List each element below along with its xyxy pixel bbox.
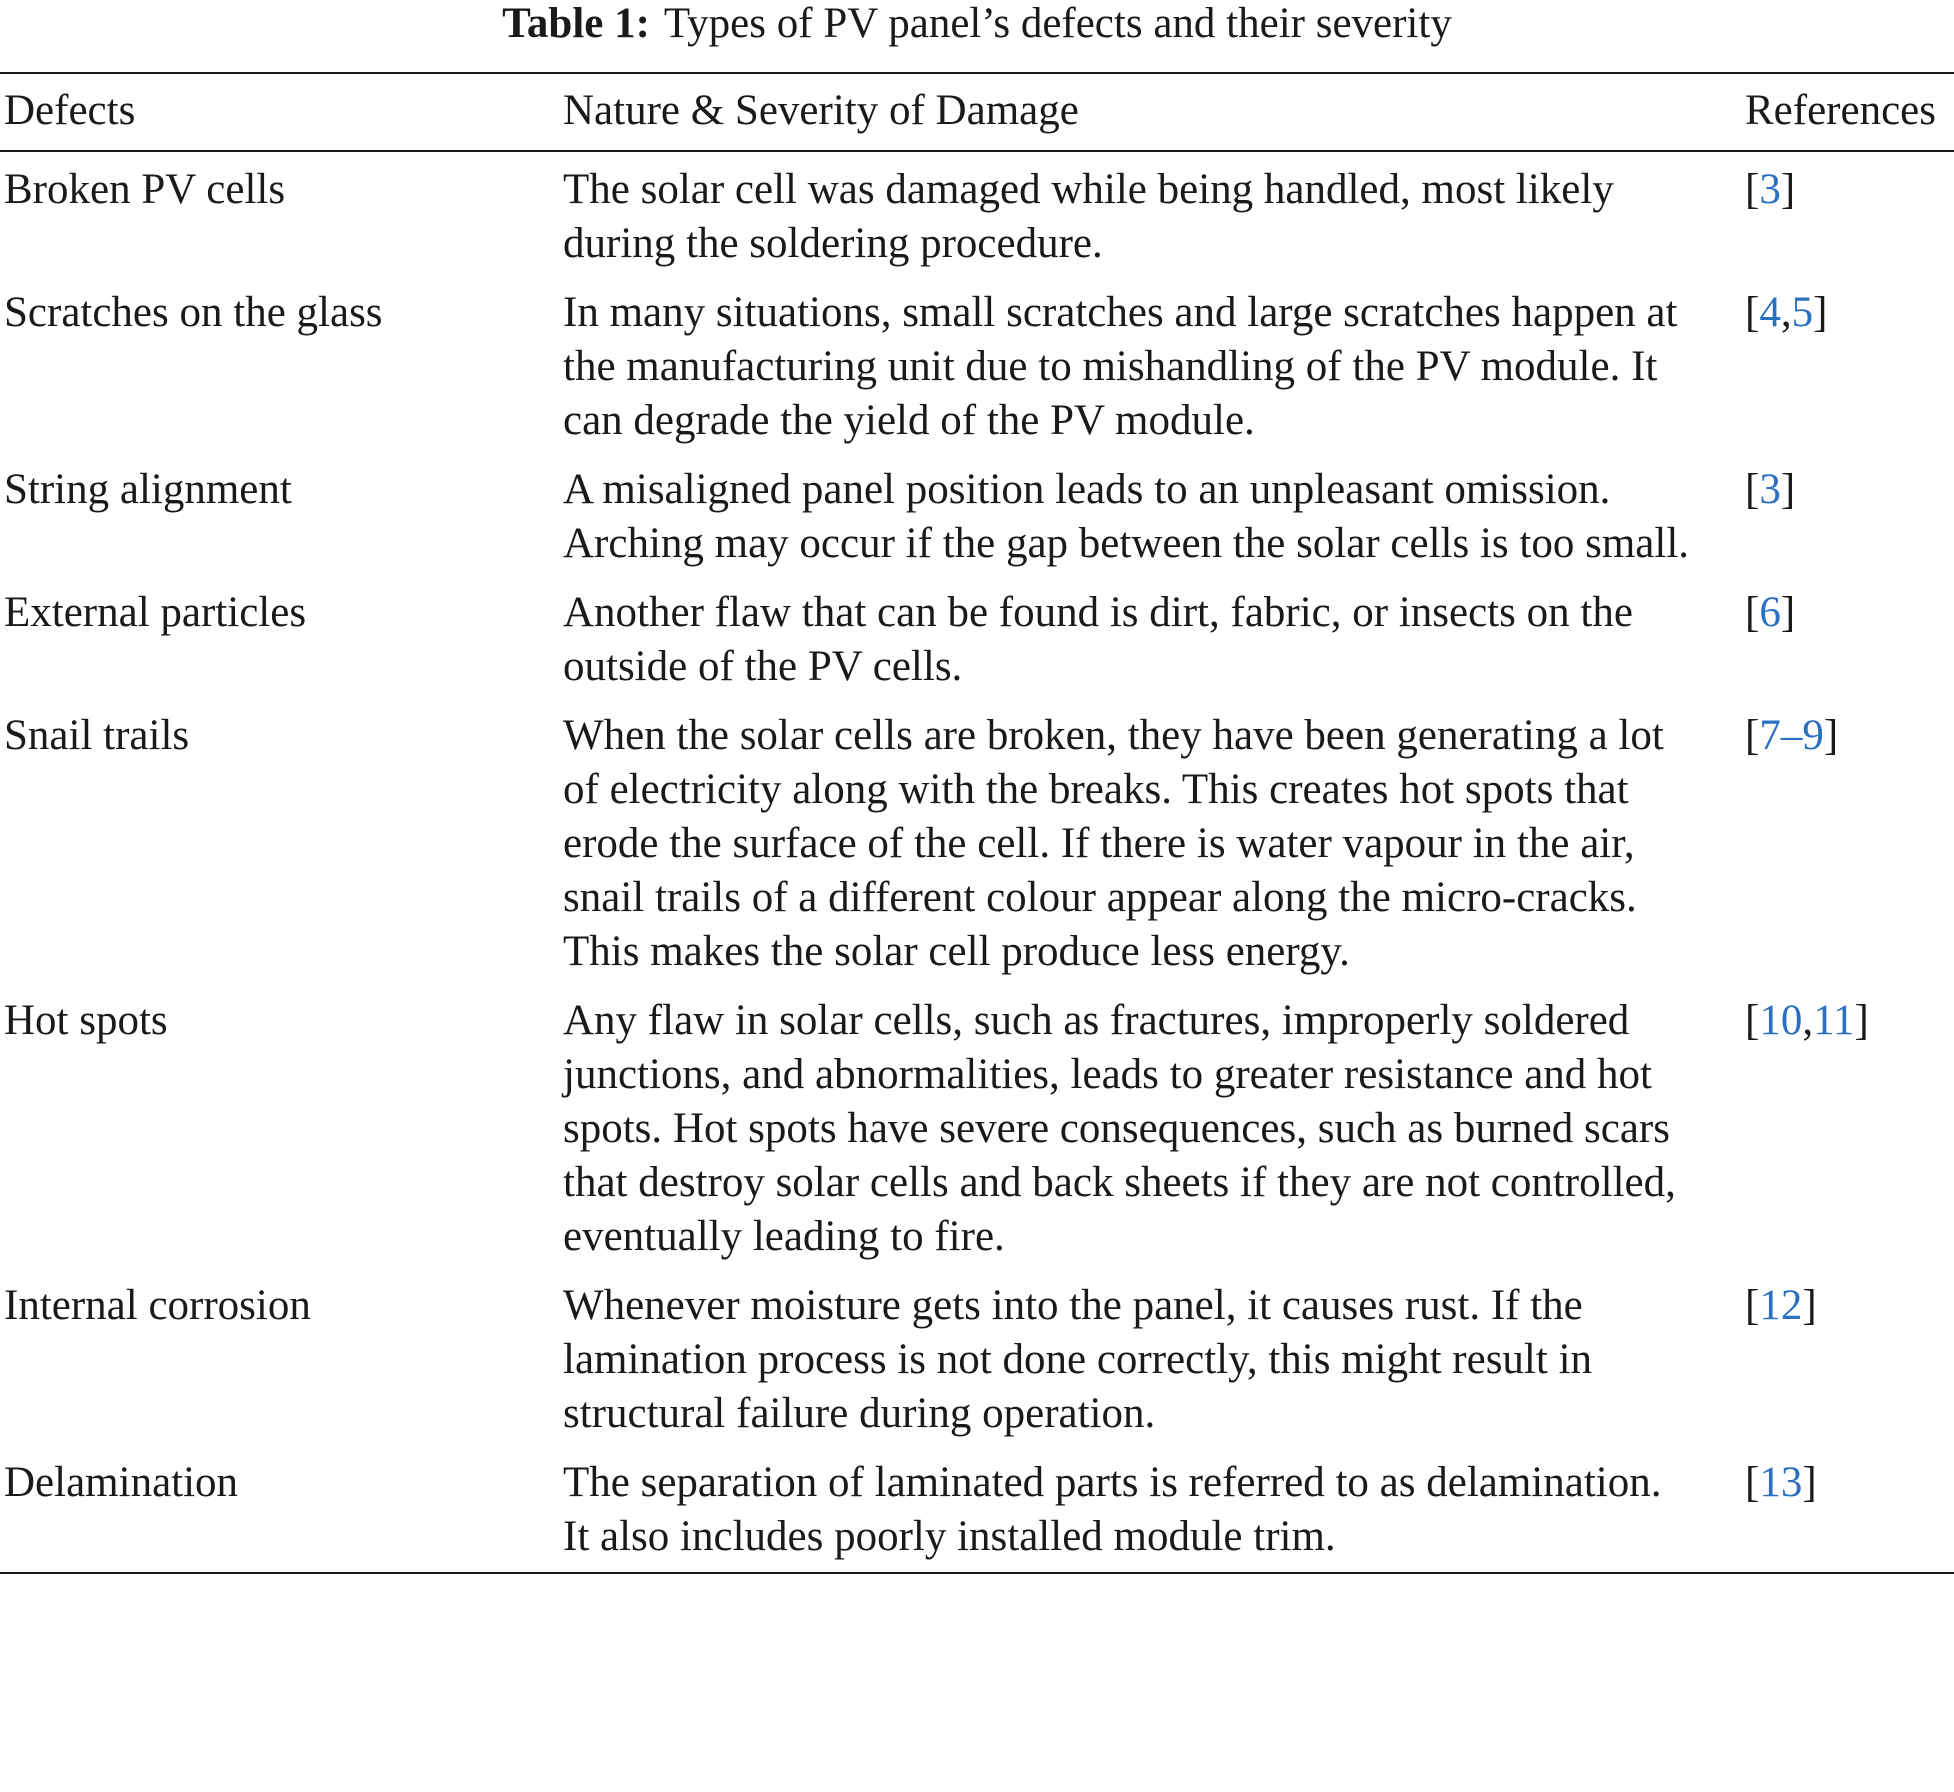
nature-cell: In many situations, small scratches and large scratches happen at the manufacturing unit due to mishandling of the PV module. It can degrade the yield of the PV module. bbox=[563, 289, 1678, 444]
nature-cell: A misaligned panel position leads to an unpleasant omission. Arching may occur if the gap between the solar cells is too small. bbox=[563, 466, 1690, 567]
header-references: References bbox=[1741, 73, 1954, 151]
reference-cell: [13] bbox=[1741, 1445, 1954, 1573]
nature-cell: Any flaw in solar cells, such as fractures, improperly soldered junctions, and abnormalities, leads to greater resistance and hot spots. Hot spots have severe consequences, such as burned scars that destroy solar cells and back sheets if they are not controlled, eventually leading to fire. bbox=[563, 997, 1676, 1260]
reference-link[interactable]: 7–9 bbox=[1759, 712, 1824, 759]
table-row bbox=[0, 983, 1954, 1268]
table-caption bbox=[0, 0, 1954, 56]
nature-cell: When the solar cells are broken, they have been generating a lot of electricity along with the breaks. This creates hot spots that erode the surface of the cell. If there is water vapour in the air, snail trails of a different colour appear along the micro-cracks. This makes the solar cell produce less energy. bbox=[563, 712, 1664, 975]
reference-cell: [3] bbox=[1745, 466, 1796, 513]
defect-cell: String alignment bbox=[4, 466, 292, 513]
table-row bbox=[0, 698, 1954, 983]
defects-table bbox=[0, 72, 1954, 1574]
table-row bbox=[0, 575, 1954, 698]
table-row bbox=[0, 1445, 1954, 1573]
defect-cell: Snail trails bbox=[4, 712, 190, 759]
defect-cell: Hot spots bbox=[4, 997, 168, 1044]
nature-cell: The solar cell was damaged while being handled, most likely during the soldering procedure. bbox=[563, 166, 1614, 267]
nature-cell: Another flaw that can be found is dirt, fabric, or insects on the outside of the PV cells. bbox=[563, 589, 1633, 690]
nature-cell: Whenever moisture gets into the panel, it causes rust. If the lamination process is not done correctly, this might result in structural failure during operation. bbox=[563, 1282, 1593, 1437]
reference-link[interactable]: 12 bbox=[1759, 1282, 1803, 1329]
reference-link[interactable]: 6 bbox=[1759, 589, 1781, 636]
header-defects: Defects bbox=[0, 73, 559, 151]
defect-cell: Scratches on the glass bbox=[4, 289, 383, 336]
table-title: Types of PV panel’s defects and their severity bbox=[663, 0, 1452, 47]
reference-cell: [3] bbox=[1745, 166, 1796, 213]
reference-link[interactable]: 5 bbox=[1791, 289, 1814, 336]
defect-cell: Broken PV cells bbox=[4, 166, 286, 213]
table-row bbox=[0, 1268, 1954, 1445]
header-row bbox=[0, 73, 1954, 151]
table-row bbox=[0, 151, 1954, 275]
reference-link[interactable]: 11 bbox=[1813, 997, 1855, 1044]
reference-cell: [7–9] bbox=[1745, 712, 1839, 759]
nature-cell: The separation of laminated parts is referred to as delamination. It also includes poorly installed module trim. bbox=[559, 1445, 1741, 1573]
reference-cell: [6] bbox=[1745, 589, 1796, 636]
defect-cell: External particles bbox=[4, 589, 307, 636]
reference-link[interactable]: 4 bbox=[1759, 289, 1781, 336]
reference-link[interactable]: 3 bbox=[1759, 166, 1781, 213]
table-label: Table 1: bbox=[502, 0, 650, 47]
reference-cell: [12] bbox=[1745, 1282, 1817, 1329]
reference-cell: [4,5] bbox=[1745, 289, 1828, 336]
reference-link[interactable]: 10 bbox=[1759, 997, 1803, 1044]
reference-cell: [10,11] bbox=[1745, 997, 1869, 1044]
table-row bbox=[0, 275, 1954, 452]
defect-cell: Internal corrosion bbox=[4, 1282, 311, 1329]
table-row bbox=[0, 452, 1954, 575]
defect-cell: Delamination bbox=[0, 1445, 559, 1573]
header-nature: Nature & Severity of Damage bbox=[559, 73, 1741, 151]
reference-link[interactable]: 3 bbox=[1759, 466, 1781, 513]
reference-link[interactable]: 13 bbox=[1759, 1459, 1803, 1506]
